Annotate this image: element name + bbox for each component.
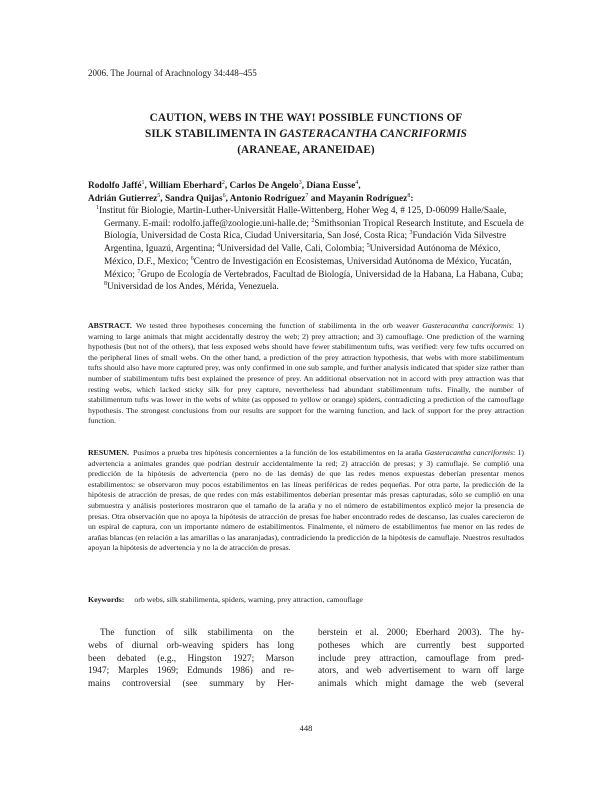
- affiliation-sup: 1: [96, 204, 99, 211]
- affiliation-sup: 3: [409, 230, 413, 237]
- author-separator: ,: [358, 181, 361, 191]
- author-sup: 3: [298, 179, 302, 186]
- body-column-left: [88, 627, 294, 691]
- author: Sandra Quijas: [164, 193, 223, 204]
- body-line: potheses which are currently best supported: [318, 640, 524, 651]
- author: Rodolfo Jaffé: [88, 181, 142, 191]
- author-separator: :: [410, 193, 414, 204]
- body-line: berstein et al. 2000; Eberhard 2003). The hy-: [318, 628, 524, 638]
- affiliation-sup: 5: [366, 243, 370, 250]
- resumen-text: Pusimos a prueba tres hipótesis concernientes a la función de los estabilimentos en la araña: [132, 448, 425, 457]
- article-title: [88, 110, 524, 158]
- affiliation: Smithsonian Tropical Research Institute, and Escuela de Biología, Universidad de Costa Rica, Ciudad Universitaria, San José, Costa Rica;: [104, 218, 524, 242]
- author-sup: 6: [222, 192, 226, 199]
- body-line: animals which might damage the web (several: [318, 679, 524, 690]
- body-line: been debated (e.g., Hingston 1927; Marson: [88, 653, 294, 664]
- page-number: 448: [299, 723, 313, 733]
- abstract-text-cont: : 1) warning to large animals that might accidentally destroy the web; 2) prey attraction; and 3) camouflage. One prediction of the warning hypothesis (but not of the others), that less exposed webs should have fewer stabilimentum tufts, was verified: very few tufts occurred on the peripheral lines of small webs. On the other hand, a prediction of the prey attraction hypothesis, that webs with more stabilimentum tufts should also have more captured prey, was only confirmed in one sub sample, and further analysis indicated that spider size rather than number of stabilimentum tufts best explained the presence of prey. An additional observation not in accord with prey attraction was that resting webs, which lacked sticky silk for prey capture, nevertheless had abundant stabilimentum tufts. Finally, the number of stabilimentum tufts was lower in the webs of white (as opposed to yellow or orange) spiders, contradicting a prediction of the camouflage hypothesis. The strongest conclusions from our results are support for the warning function, and lack of support for the prey attraction function.: [88, 321, 524, 426]
- abstract-label: ABSTRACT.: [88, 321, 132, 330]
- author-row-1: [88, 180, 524, 193]
- author-separator: ,: [301, 181, 307, 191]
- author-sup: 2: [221, 179, 225, 186]
- author-list: [88, 180, 524, 205]
- abstract-text: We tested three hypotheses concerning the function of stabilimenta in the orb weaver: [135, 321, 423, 330]
- author: Carlos De Angelo: [229, 181, 299, 191]
- affiliation-sup: 4: [217, 243, 220, 250]
- affiliation: Universidad Autónoma de México, México, D.F., Mexico;: [104, 244, 501, 267]
- author-sup: 5: [157, 192, 161, 199]
- author: Mayanin Rodríguez: [328, 193, 408, 204]
- resumen-label: RESUMEN.: [88, 448, 129, 457]
- affiliation: Fundación Vida Silvestre Argentina, Iguazú, Argentina;: [104, 231, 507, 255]
- affiliation: Centro de Investigación en Ecosistemas, Universidad Autónoma de México, Yucatán, México;: [104, 256, 512, 280]
- journal-citation: 2006. The Journal of Arachnology 34:448–455: [88, 68, 257, 78]
- author: Adrián Gutierrez: [88, 193, 158, 204]
- affiliation-sup: 6: [190, 255, 194, 262]
- author-sup: 7: [305, 192, 309, 199]
- affiliations: [96, 205, 524, 294]
- author-separator: ,: [160, 193, 165, 204]
- author: William Eberhard: [148, 181, 222, 191]
- author-separator: ,: [225, 193, 230, 204]
- author-sup: 8: [407, 192, 411, 199]
- abstract-species: Gasteracantha cancriformis: [422, 321, 512, 330]
- keywords-label: Keywords:: [88, 595, 125, 604]
- affiliation: Grupo de Ecología de Vertebrados, Facultad de Biología, Universidad de la Habana, La Habana, Cuba;: [140, 269, 524, 280]
- affiliation-sup: 2: [311, 217, 315, 224]
- affiliation-sup: 7: [137, 268, 141, 275]
- title-line-1: CAUTION, WEBS IN THE WAY! POSSIBLE FUNCTIONS OF: [149, 112, 463, 124]
- author-separator: and: [308, 193, 329, 204]
- body-line: 1947; Marples 1969; Edmunds 1986) and re-: [88, 666, 294, 677]
- affiliation: Universidad del Valle, Cali, Colombia;: [220, 244, 367, 255]
- author-separator: ,: [144, 181, 149, 191]
- body-line: The function of silk stabilimenta on the: [100, 628, 294, 638]
- title-line-3: (ARANEAE, ARANEIDAE): [237, 144, 375, 156]
- title-line-2: [88, 126, 524, 142]
- resumen: [88, 448, 524, 554]
- title-species: GASTERACANTHA CANCRIFORMIS: [279, 128, 467, 140]
- abstract: [88, 321, 524, 427]
- resumen-species: Gasteracantha cancriformis: [424, 448, 514, 457]
- author: Antonio Rodríguez: [229, 193, 306, 204]
- body-line: mains controversial (see summary by Her-: [88, 679, 294, 690]
- body-line: include prey attraction, camouflage from pred-: [318, 653, 524, 664]
- body-line: webs of diurnal orb-weaving spiders has long: [88, 640, 294, 651]
- affiliation-block: [96, 205, 524, 294]
- resumen-text-cont: : 1) advertencia a animales grandes que podrían destruir accidentalmente la red; 2) atracción de presas; y 3) camuflaje. Se cumplió una predicción de la hipótesis de advertencia (pero no de las demás) de que las redes menos expuestas deberían presentar menos estabilimentos: se observaron muy pocos estabilimentos en las líneas periféricas de redes pequeñas. Por otra parte, la predicción de la hipótesis de atracción de presas, de que redes con más estabilimentos deberían presentar más presas capturadas, sólo se cumplió en una submuestra y análisis posteriores mostraron que el tamaño de la araña y no el número de estabilimentos explicó mejor la presencia de presas. Otra observación que no apoya la hipótesis de atracción de presas fue haber encontrado redes de descanso, las cuales carecieron de un espiral de captura, con un importante número de estabilimentos. Finalmente, el número de estabilimentos fue menor en las redes de arañas blancas (en relación a las amarillas o las anaranjadas), contradiciendo la predicción de la hipótesis de camuflaje. Nuestros resultados apoyan la hipótesis de advertencia y no la de atracción de presas.: [88, 448, 524, 553]
- author-sup: 4: [355, 179, 359, 186]
- author: Diana Eusse: [306, 181, 356, 191]
- body-line: ators, and web advertisement to warn off large: [318, 666, 524, 677]
- keywords: [88, 595, 524, 604]
- author-sup: 1: [141, 179, 145, 186]
- keywords-text: orb webs, silk stabilimenta, spiders, warning, prey attraction, camouflage: [134, 595, 363, 604]
- body-column-right: [318, 627, 524, 691]
- title-line-2-text: SILK STABILIMENTA IN: [145, 128, 280, 140]
- author-row-2: [88, 193, 524, 206]
- affiliation: Institut für Biologie, Martin-Luther-Universität Halle-Wittenberg, Hoher Weg 4, # 125, D-06099 Halle/Saale, Germany. E-mail: rodolfo.jaffe@zoologie.uni-halle.de;: [99, 206, 507, 229]
- author-separator: ,: [224, 181, 230, 191]
- affiliation-sup: 8: [104, 281, 107, 288]
- affiliation: Universidad de los Andes, Mérida, Venezuela.: [107, 282, 279, 293]
